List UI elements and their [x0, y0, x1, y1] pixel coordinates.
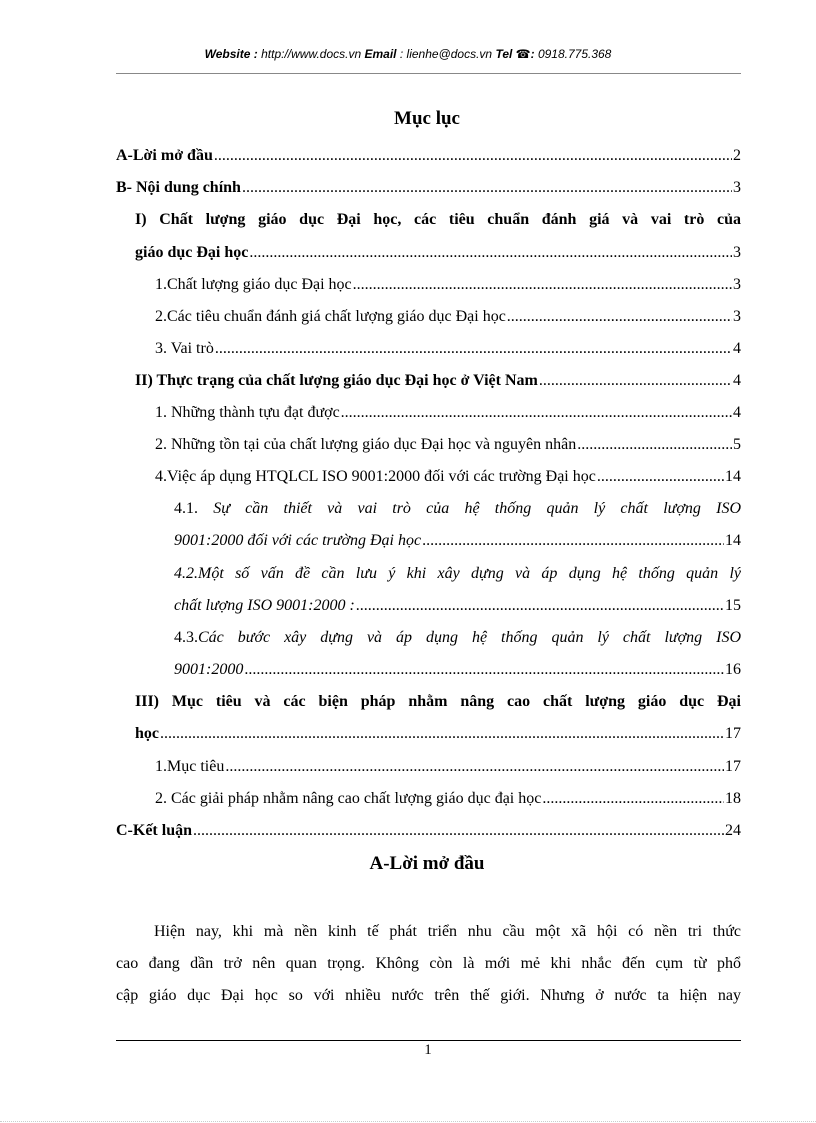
toc-page-number: 17	[725, 725, 741, 742]
toc-leader-dots	[214, 145, 732, 167]
toc-entry-label: 1.Mục tiêu	[155, 758, 225, 775]
toc-entry-4-2-line1[interactable]: 4.2.Một số vấn đề cần lưu ý khi xây dựng và áp dụng hệ thống quản lý	[174, 565, 741, 582]
toc-entry-b[interactable]	[116, 177, 741, 199]
toc-leader-dots	[542, 788, 724, 810]
toc-page-number: 24	[725, 822, 741, 839]
toc-entry-text: Sự cần thiết và vai trò của hệ thống quản lý chất lượng ISO	[213, 500, 742, 517]
toc-leader-dots	[215, 338, 732, 360]
toc-entry-4-3[interactable]	[174, 659, 741, 681]
toc-entry-label: 1.Chất lượng giáo dục Đại học	[155, 276, 352, 293]
toc-entry-iii-2[interactable]	[155, 788, 741, 810]
toc-entry-label: giáo dục Đại học	[135, 244, 249, 261]
paragraph-line: Hiện nay, khi mà nền kinh tế phát triển nhu cầu một xã hội có nền tri thức	[154, 923, 741, 940]
toc-entry-i-2[interactable]	[155, 306, 741, 328]
toc-title: Mục lục	[394, 108, 460, 129]
toc-entry-i-line1[interactable]: I) Chất lượng giáo dục Đại học, các tiêu chuẩn đánh giá và vai trò của	[135, 211, 741, 228]
toc-leader-dots	[353, 274, 732, 296]
footer-divider	[116, 1040, 741, 1041]
toc-leader-dots	[160, 723, 724, 745]
toc-entry-label: 2. Những tồn tại của chất lượng giáo dục Đại học và nguyên nhân	[155, 436, 577, 453]
toc-entry-i-1[interactable]	[155, 274, 741, 296]
toc-entry-number: 4.3.	[174, 629, 198, 646]
toc-entry-label: 9001:2000	[174, 661, 244, 678]
page-header	[0, 47, 816, 61]
website-value[interactable]: http://www.docs.vn	[261, 47, 362, 61]
toc-entry-label: 2.Các tiêu chuẩn đánh giá chất lượng giáo dục Đại học	[155, 308, 506, 325]
toc-entry-label: 1. Những thành tựu đạt được	[155, 404, 340, 421]
toc-entry-label: 3. Vai trò	[155, 340, 214, 357]
toc-entry-4-1-line1[interactable]	[174, 498, 741, 520]
toc-entry-ii[interactable]	[135, 370, 741, 392]
toc-entry-4-3-line1[interactable]	[174, 627, 741, 649]
toc-entry-label: học	[135, 725, 159, 742]
toc-page-number: 2	[733, 147, 741, 164]
toc-entry-ii-4[interactable]	[155, 466, 741, 488]
page-bottom-edge	[0, 1121, 816, 1122]
toc-leader-dots	[356, 595, 724, 617]
toc-page-number: 15	[725, 597, 741, 614]
toc-entry-label: 2. Các giải pháp nhằm nâng cao chất lượng giáo dục đại học	[155, 790, 542, 807]
toc-entry-iii[interactable]	[135, 723, 741, 745]
toc-entry-label: 9001:2000 đối với các trường Đại học	[174, 532, 422, 549]
toc-page-number: 3	[733, 276, 741, 293]
toc-leader-dots	[507, 306, 732, 328]
toc-entry-4-2[interactable]	[174, 595, 741, 617]
email-value[interactable]: : lienhe@docs.vn	[399, 47, 493, 61]
toc-entry-number: 4.1.	[174, 500, 198, 517]
toc-page-number: 3	[733, 244, 741, 261]
toc-entry-iii-line1[interactable]: III) Mục tiêu và các biện pháp nhằm nâng cao chất lượng giáo dục Đại	[135, 693, 741, 710]
toc-leader-dots	[341, 402, 732, 424]
toc-entry-4-1[interactable]	[174, 530, 741, 552]
toc-entry-a[interactable]	[116, 145, 741, 167]
toc-page-number: 4	[733, 340, 741, 357]
section-heading: A-Lời mở đầu	[369, 853, 485, 874]
toc-leader-dots	[225, 756, 724, 778]
tel-label: Tel ☎:	[495, 47, 535, 61]
toc-entry-text: Các bước xây dựng và áp dụng hệ thống quản lý chất lượng ISO	[198, 629, 741, 646]
toc-entry-i[interactable]	[135, 242, 741, 264]
toc-leader-dots	[422, 530, 724, 552]
toc-page-number: 14	[725, 468, 741, 485]
paragraph-line: cập giáo dục Đại học so với nhiều nước trên thế giới. Nhưng ở nước ta hiện nay	[116, 987, 741, 1004]
toc-leader-dots	[249, 242, 732, 264]
toc-leader-dots	[244, 659, 724, 681]
toc-entry-label: chất lượng ISO 9001:2000 :	[174, 597, 355, 614]
toc-page-number: 4	[733, 404, 741, 421]
toc-page-number: 17	[725, 758, 741, 775]
toc-page-number: 5	[733, 436, 741, 453]
toc-entry-label: 4.Việc áp dụng HTQLCL ISO 9001:2000 đối với các trường Đại học	[155, 468, 596, 485]
website-label: Website :	[204, 47, 258, 61]
toc-entry-i-3[interactable]	[155, 338, 741, 360]
toc-leader-dots	[597, 466, 724, 488]
page-number: 1	[424, 1042, 432, 1058]
toc-entry-ii-2[interactable]	[155, 434, 741, 456]
toc-leader-dots	[242, 177, 732, 199]
toc-entry-c[interactable]	[116, 820, 741, 842]
toc-entry-iii-1[interactable]	[155, 756, 741, 778]
toc-entry-label: B- Nội dung chính	[116, 179, 241, 196]
toc-entry-label: A-Lời mở đầu	[116, 147, 213, 164]
toc-page-number: 3	[733, 179, 741, 196]
toc-entry-label: II) Thực trạng của chất lượng giáo dục Đại học ở Việt Nam	[135, 372, 538, 389]
header-divider	[116, 73, 741, 74]
toc-page-number: 16	[725, 661, 741, 678]
paragraph-line: cao đang dần trở nên quan trọng. Không còn là mới mẻ khi nhắc đến cụm từ phổ	[116, 955, 741, 972]
email-label: Email	[364, 47, 397, 61]
toc-page-number: 3	[733, 308, 741, 325]
toc-leader-dots	[577, 434, 732, 456]
toc-page-number: 14	[725, 532, 741, 549]
toc-leader-dots	[193, 820, 724, 842]
toc-entry-ii-1[interactable]	[155, 402, 741, 424]
toc-leader-dots	[539, 370, 732, 392]
toc-entry-label: C-Kết luận	[116, 822, 192, 839]
toc-page-number: 18	[725, 790, 741, 807]
toc-page-number: 4	[733, 372, 741, 389]
tel-value: 0918.775.368	[537, 47, 612, 61]
